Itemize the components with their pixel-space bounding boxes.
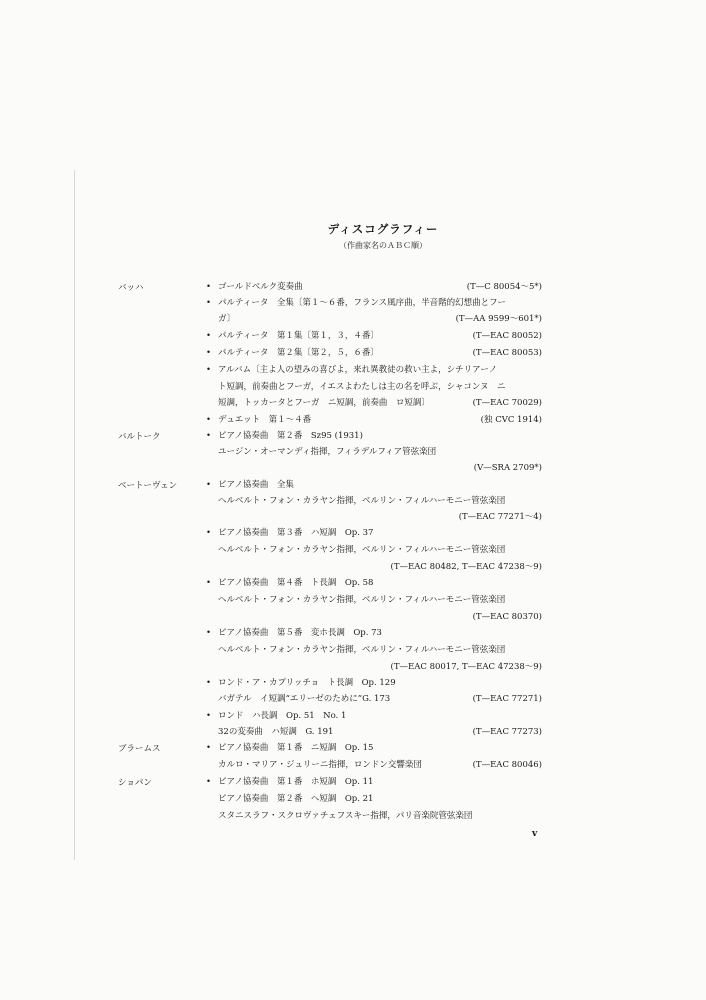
composer-name: ブラームス — [118, 744, 161, 754]
entry-line — [218, 759, 542, 771]
entry-text: バガテル イ短調“エリーゼのために”G. 173 — [218, 694, 391, 704]
entry-line — [218, 793, 542, 805]
page-edge-shadow — [74, 170, 75, 860]
entry-line — [218, 810, 542, 822]
page-number: v — [532, 829, 538, 839]
catalog-number: (T—EAC 80052) — [472, 331, 542, 341]
bullet-icon: • — [206, 578, 212, 588]
catalog-number: (独 CVC 1914) — [480, 415, 542, 425]
bullet-icon: • — [206, 348, 212, 358]
entry-line — [206, 627, 542, 639]
entry-line — [218, 381, 542, 393]
entry-text: アルバム〔主よ人の望みの喜びよ，来れ異教徒の救い主よ，シチリアーノ — [218, 365, 498, 375]
catalog-number: (T—EAC 77273) — [472, 727, 542, 737]
entry-text: パルティータ 全集〔第１～６番，フランス風序曲，半音階的幻想曲とフー — [218, 298, 506, 308]
catalog-number: (T—EAC 80053) — [472, 348, 542, 358]
entry-line — [206, 710, 542, 722]
entry-text: ヘルベルト・フォン・カラヤン指揮，ベルリン・フィルハーモニー管弦楽団 — [218, 545, 506, 555]
bullet-icon: • — [206, 282, 212, 292]
entry-line — [218, 644, 542, 656]
page-subtitle: （作曲家名のＡＢＣ順） — [339, 241, 427, 250]
entry-text: パルティータ 第１集〔第１，３，４番〕 — [218, 331, 379, 341]
entry-text: ロンド・ア・カプリッチョ ト長調 Op. 129 — [218, 678, 396, 688]
entry-line — [206, 577, 542, 589]
bullet-icon: • — [206, 331, 212, 341]
entry-line — [206, 281, 542, 293]
entry-text: 短調，トッカータとフーガ ニ短調，前奏曲 ロ短調〕 — [218, 398, 430, 408]
entry-text: ピアノ協奏曲 第４番 ト長調 Op. 58 — [218, 578, 374, 588]
entry-line — [206, 527, 542, 539]
entry-text: ユージン・オーマンディ指揮，フィラデルフィア管弦楽団 — [218, 447, 437, 457]
entry-text: パルティータ 第２集〔第２，５，６番〕 — [218, 348, 379, 358]
bullet-icon: • — [206, 298, 212, 308]
entry-text: ヘルベルト・フォン・カラヤン指揮，ベルリン・フィルハーモニー管弦楽団 — [218, 645, 506, 655]
catalog-number: (T—EAC 80017, T—EAC 47238～9) — [390, 662, 542, 672]
catalog-number: (T—EAC 80370) — [472, 612, 542, 622]
catalog-number: (T—EAC 77271) — [472, 694, 542, 704]
entry-text: ロンド ハ長調 Op. 51 No. 1 — [218, 711, 347, 721]
entry-text: ピアノ協奏曲 第５番 変ホ長調 Op. 73 — [218, 628, 382, 638]
entry-text: ヘルベルト・フォン・カラヤン指揮，ベルリン・フィルハーモニー管弦楽団 — [218, 496, 506, 506]
entry-text: ヘルベルト・フォン・カラヤン指揮，ベルリン・フィルハーモニー管弦楽団 — [218, 595, 506, 605]
entry-text: ガ〕 — [218, 314, 236, 324]
entry-line — [206, 430, 542, 442]
catalog-number: (T—C 80054～5*) — [466, 282, 542, 292]
page-title: ディスコグラフィー — [327, 222, 439, 236]
composer-name: ショパン — [118, 778, 152, 788]
bullet-icon: • — [206, 678, 212, 688]
bullet-icon: • — [206, 431, 212, 441]
entry-text: 32の変奏曲 ハ短調 G. 191 — [218, 727, 334, 737]
entry-text: ピアノ協奏曲 第２番 ヘ短調 Op. 21 — [218, 794, 374, 804]
entry-line — [218, 726, 542, 738]
composer-name: バッハ — [118, 283, 144, 293]
entry-line — [206, 297, 542, 309]
composer-name: バルトーク — [118, 432, 161, 442]
entry-text: ト短調，前奏曲とフーガ，イエスよわたしは主の名を呼ぶ，シャコンヌ ニ — [218, 382, 506, 392]
catalog-number: (T—EAC 70029) — [472, 398, 542, 408]
bullet-icon: • — [206, 415, 212, 425]
composer-name: ベートーヴェン — [118, 481, 178, 491]
catalog-number: (T—EAC 80482, T—EAC 47238～9) — [390, 562, 542, 572]
bullet-icon: • — [206, 777, 212, 787]
bullet-icon: • — [206, 628, 212, 638]
entry-line — [206, 330, 542, 342]
entry-line — [218, 544, 542, 556]
entry-line — [206, 364, 542, 376]
bullet-icon: • — [206, 743, 212, 753]
entry-line — [206, 677, 542, 689]
entry-text: ピアノ協奏曲 第１番 ニ短調 Op. 15 — [218, 743, 374, 753]
catalog-number: (T—EAC 80046) — [472, 760, 542, 770]
entry-text: ゴールドベルク変奏曲 — [218, 282, 303, 292]
entry-line — [206, 347, 542, 359]
entry-text: ピアノ協奏曲 第３番 ハ短調 Op. 37 — [218, 528, 374, 538]
entry-line — [218, 495, 542, 507]
bullet-icon: • — [206, 528, 212, 538]
entry-line — [206, 776, 542, 788]
entry-text: ピアノ協奏曲 全集 — [218, 480, 294, 490]
entry-text: デュエット 第１～４番 — [218, 415, 312, 425]
entry-line — [206, 742, 542, 754]
catalog-number: (V—SRA 2709*) — [473, 463, 542, 473]
entry-text: ピアノ協奏曲 第２番 Sz95 (1931) — [218, 431, 363, 441]
entry-line — [218, 594, 542, 606]
entry-line — [206, 479, 542, 491]
entry-line — [218, 693, 542, 705]
entry-text: カルロ・マリア・ジュリーニ指揮，ロンドン交響楽団 — [218, 760, 422, 770]
entry-line — [218, 446, 542, 458]
bullet-icon: • — [206, 711, 212, 721]
bullet-icon: • — [206, 480, 212, 490]
entry-line — [206, 414, 542, 426]
entry-line — [218, 313, 542, 325]
entry-text: ピアノ協奏曲 第１番 ホ短調 Op. 11 — [218, 777, 374, 787]
bullet-icon: • — [206, 365, 212, 375]
catalog-number: (T—EAC 77271～4) — [458, 512, 542, 522]
catalog-number: (T—AA 9599～601*) — [455, 314, 542, 324]
entry-text: スタニスラフ・スクロヴァチェフスキー指揮，パリ音楽院管弦楽団 — [218, 811, 473, 821]
entry-line — [218, 397, 542, 409]
